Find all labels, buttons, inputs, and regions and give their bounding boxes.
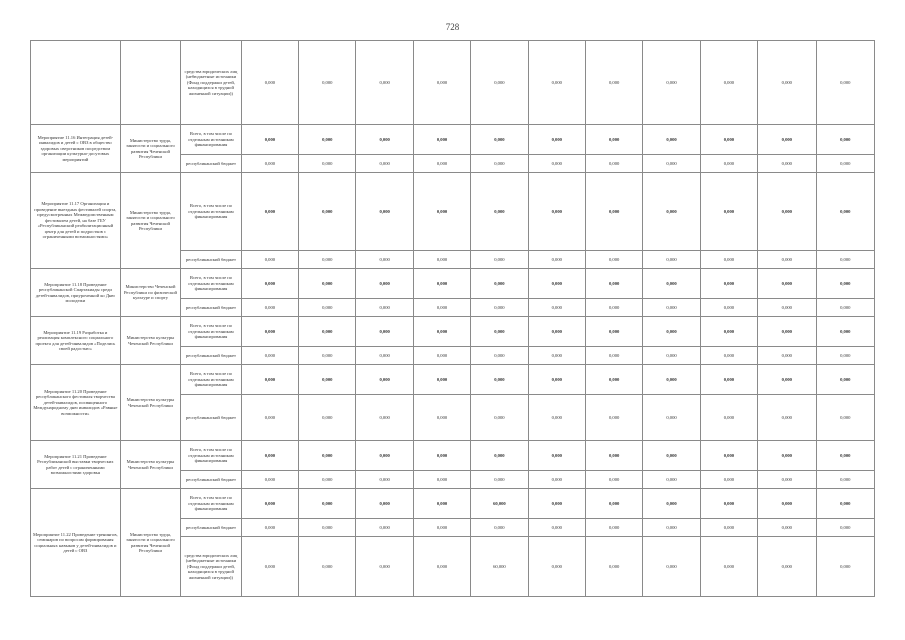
- amount-cell: 0,000: [758, 269, 816, 299]
- amount-cell: 0,000: [241, 155, 298, 173]
- amount-cell: 0,000: [758, 125, 816, 155]
- amount-cell: 0,000: [528, 365, 585, 395]
- amount-cell: 0,000: [299, 365, 356, 395]
- amount-cell: 0,000: [471, 441, 528, 471]
- amount-cell: 0,000: [816, 173, 874, 251]
- measure-name-cell: Мероприятие 11.20 Проведение республиканского фестиваля творчества детей-инвалидов, посвященного Международному дню инвалидов «Равные возможности»: [31, 365, 121, 441]
- amount-cell: 0,000: [585, 395, 642, 441]
- amount-cell: 0,000: [700, 365, 757, 395]
- amount-cell: 0,000: [528, 395, 585, 441]
- amount-cell: 0,000: [356, 41, 413, 125]
- measure-name-cell: Мероприятие 11.17 Организация и проведение выездных фестивалей спорта, предусмотренных Межведомственным фестивалем детей, на базе ГБУ «Республиканский реабилитационный центр для детей и подростков с ограниченными возможностями»: [31, 173, 121, 269]
- amount-cell: 0,000: [528, 173, 585, 251]
- amount-cell: 0,000: [816, 441, 874, 471]
- amount-cell: 0,000: [643, 537, 700, 597]
- amount-cell: 0,000: [758, 519, 816, 537]
- amount-cell: 60,000: [471, 537, 528, 597]
- amount-cell: 0,000: [413, 125, 470, 155]
- amount-cell: 0,000: [758, 347, 816, 365]
- amount-cell: 0,000: [356, 347, 413, 365]
- funding-source-cell: Всего, в том числе по отдельным источникам финансирования: [181, 365, 242, 395]
- amount-cell: 0,000: [816, 155, 874, 173]
- amount-cell: 0,000: [700, 537, 757, 597]
- amount-cell: 0,000: [299, 489, 356, 519]
- amount-cell: 0,000: [413, 519, 470, 537]
- amount-cell: 0,000: [643, 365, 700, 395]
- amount-cell: 0,000: [585, 125, 642, 155]
- amount-cell: 0,000: [700, 489, 757, 519]
- funding-source-cell: республиканский бюджет: [181, 519, 242, 537]
- amount-cell: 0,000: [413, 395, 470, 441]
- amount-cell: 0,000: [643, 489, 700, 519]
- amount-cell: 0,000: [413, 41, 470, 125]
- amount-cell: 0,000: [299, 41, 356, 125]
- amount-cell: 0,000: [241, 251, 298, 269]
- amount-cell: 0,000: [471, 125, 528, 155]
- amount-cell: 0,000: [700, 347, 757, 365]
- amount-cell: 0,000: [758, 155, 816, 173]
- amount-cell: 0,000: [585, 269, 642, 299]
- amount-cell: 0,000: [241, 441, 298, 471]
- amount-cell: 0,000: [585, 299, 642, 317]
- amount-cell: 0,000: [471, 155, 528, 173]
- funding-source-cell: средства юридических лиц (небюджетные источники (Фонд поддержки детей, находящихся в трудной жизненной ситуации)): [181, 41, 242, 125]
- amount-cell: 0,000: [816, 317, 874, 347]
- amount-cell: 0,000: [299, 441, 356, 471]
- amount-cell: 0,000: [528, 155, 585, 173]
- amount-cell: 0,000: [700, 519, 757, 537]
- measure-name-cell: Мероприятие 11.18 Проведение республиканской Спартакиады среди детей-инвалидов, приуроченной ко Дню молодежи: [31, 269, 121, 317]
- measure-name-cell: Мероприятие 11.22 Проведение тренингов, семинаров по вопросам формирования социальных навыков у детей-инвалидов и детей с ОВЗ: [31, 489, 121, 597]
- funding-source-cell: республиканский бюджет: [181, 251, 242, 269]
- amount-cell: 0,000: [585, 471, 642, 489]
- amount-cell: 0,000: [241, 41, 298, 125]
- executor-cell: Министерство культуры Чеченской Республики: [120, 317, 181, 365]
- amount-cell: 0,000: [816, 41, 874, 125]
- amount-cell: 0,000: [471, 395, 528, 441]
- measure-name-cell: Мероприятие 11.16 Интеграция детей-инвалидов и детей с ОВЗ в общество здоровых сверстников посредством организации культурно-досуговых мероприятий: [31, 125, 121, 173]
- amount-cell: 0,000: [528, 471, 585, 489]
- amount-cell: 0,000: [816, 471, 874, 489]
- amount-cell: 0,000: [356, 173, 413, 251]
- amount-cell: 0,000: [758, 365, 816, 395]
- amount-cell: 0,000: [241, 173, 298, 251]
- amount-cell: 0,000: [241, 537, 298, 597]
- amount-cell: 0,000: [299, 173, 356, 251]
- amount-cell: 0,000: [356, 365, 413, 395]
- amount-cell: 0,000: [816, 347, 874, 365]
- amount-cell: 0,000: [585, 317, 642, 347]
- amount-cell: 0,000: [816, 395, 874, 441]
- amount-cell: 0,000: [528, 299, 585, 317]
- amount-cell: 0,000: [700, 155, 757, 173]
- amount-cell: 0,000: [356, 489, 413, 519]
- amount-cell: 0,000: [241, 125, 298, 155]
- funding-source-cell: республиканский бюджет: [181, 155, 242, 173]
- executor-cell: Министерство труда, занятости и социального развития Чеченской Республики: [120, 173, 181, 269]
- amount-cell: 0,000: [241, 317, 298, 347]
- amount-cell: 0,000: [241, 365, 298, 395]
- amount-cell: 0,000: [643, 395, 700, 441]
- amount-cell: 0,000: [299, 269, 356, 299]
- amount-cell: 0,000: [758, 317, 816, 347]
- funding-source-cell: средства юридических лиц (небюджетные источники (Фонд поддержки детей, находящихся в трудной жизненной ситуации)): [181, 537, 242, 597]
- amount-cell: 0,000: [413, 537, 470, 597]
- funding-source-cell: республиканский бюджет: [181, 471, 242, 489]
- amount-cell: 0,000: [643, 299, 700, 317]
- amount-cell: 0,000: [816, 537, 874, 597]
- amount-cell: 0,000: [816, 269, 874, 299]
- amount-cell: 0,000: [299, 317, 356, 347]
- amount-cell: 0,000: [585, 347, 642, 365]
- amount-cell: 0,000: [356, 441, 413, 471]
- table-row: [31, 365, 875, 395]
- funding-source-cell: Всего, в том числе по отдельным источникам финансирования: [181, 441, 242, 471]
- amount-cell: 0,000: [643, 471, 700, 489]
- amount-cell: 0,000: [356, 471, 413, 489]
- executor-cell: Министерство культуры Чеченской Республики: [120, 441, 181, 489]
- amount-cell: 0,000: [758, 471, 816, 489]
- amount-cell: 0,000: [413, 251, 470, 269]
- amount-cell: 0,000: [758, 395, 816, 441]
- table-row: [31, 125, 875, 155]
- amount-cell: 0,000: [585, 441, 642, 471]
- amount-cell: 0,000: [700, 251, 757, 269]
- table-row: [31, 173, 875, 251]
- amount-cell: 0,000: [643, 519, 700, 537]
- executor-cell: Министерство Чеченской Республики по физической культуре и спорту: [120, 269, 181, 317]
- amount-cell: 0,000: [413, 299, 470, 317]
- amount-cell: 0,000: [643, 347, 700, 365]
- executor-cell: Министерство труда, занятости и социального развития Чеченской Республики: [120, 489, 181, 597]
- amount-cell: 0,000: [356, 395, 413, 441]
- amount-cell: 0,000: [758, 441, 816, 471]
- amount-cell: 0,000: [700, 317, 757, 347]
- amount-cell: 0,000: [356, 317, 413, 347]
- amount-cell: 0,000: [700, 299, 757, 317]
- amount-cell: 0,000: [643, 173, 700, 251]
- table-row: [31, 41, 875, 125]
- amount-cell: 0,000: [585, 173, 642, 251]
- amount-cell: 0,000: [299, 155, 356, 173]
- funding-source-cell: Всего, в том числе по отдельным источникам финансирования: [181, 269, 242, 299]
- amount-cell: 0,000: [299, 299, 356, 317]
- page-number: 728: [445, 22, 460, 32]
- amount-cell: 0,000: [700, 269, 757, 299]
- amount-cell: 0,000: [758, 41, 816, 125]
- amount-cell: 0,000: [241, 519, 298, 537]
- amount-cell: 0,000: [816, 365, 874, 395]
- amount-cell: 0,000: [471, 251, 528, 269]
- amount-cell: 0,000: [528, 317, 585, 347]
- amount-cell: 0,000: [758, 251, 816, 269]
- amount-cell: 0,000: [700, 41, 757, 125]
- amount-cell: 0,000: [528, 251, 585, 269]
- amount-cell: 0,000: [471, 471, 528, 489]
- amount-cell: 0,000: [241, 269, 298, 299]
- amount-cell: 0,000: [413, 155, 470, 173]
- amount-cell: 0,000: [700, 395, 757, 441]
- amount-cell: 0,000: [528, 519, 585, 537]
- amount-cell: 0,000: [471, 519, 528, 537]
- amount-cell: 0,000: [528, 441, 585, 471]
- funding-source-cell: Всего, в том числе по отдельным источникам финансирования: [181, 125, 242, 155]
- amount-cell: 0,000: [356, 251, 413, 269]
- amount-cell: 0,000: [356, 537, 413, 597]
- amount-cell: 0,000: [700, 441, 757, 471]
- amount-cell: 0,000: [816, 489, 874, 519]
- amount-cell: 0,000: [643, 441, 700, 471]
- funding-source-cell: республиканский бюджет: [181, 299, 242, 317]
- amount-cell: 0,000: [241, 347, 298, 365]
- amount-cell: 0,000: [758, 173, 816, 251]
- executor-cell: Министерство культуры Чеченской Республики: [120, 365, 181, 441]
- table-row: [31, 317, 875, 347]
- executor-cell: Министерство труда, занятости и социального развития Чеченской Республики: [120, 125, 181, 173]
- amount-cell: 0,000: [528, 347, 585, 365]
- amount-cell: 0,000: [241, 489, 298, 519]
- amount-cell: 0,000: [758, 489, 816, 519]
- amount-cell: 0,000: [585, 519, 642, 537]
- amount-cell: 0,000: [585, 489, 642, 519]
- amount-cell: 0,000: [700, 471, 757, 489]
- table-row: [31, 269, 875, 299]
- amount-cell: 0,000: [356, 155, 413, 173]
- amount-cell: 0,000: [816, 299, 874, 317]
- amount-cell: 0,000: [413, 317, 470, 347]
- amount-cell: 0,000: [816, 519, 874, 537]
- amount-cell: 0,000: [471, 173, 528, 251]
- amount-cell: 0,000: [356, 269, 413, 299]
- amount-cell: 0,000: [299, 251, 356, 269]
- budget-table: [30, 40, 875, 597]
- amount-cell: 0,000: [528, 537, 585, 597]
- amount-cell: 0,000: [413, 173, 470, 251]
- amount-cell: 0,000: [471, 365, 528, 395]
- funding-source-cell: Всего, в том числе по отдельным источникам финансирования: [181, 173, 242, 251]
- amount-cell: 0,000: [700, 173, 757, 251]
- amount-cell: 0,000: [643, 251, 700, 269]
- amount-cell: 0,000: [643, 125, 700, 155]
- amount-cell: 0,000: [471, 347, 528, 365]
- amount-cell: 0,000: [299, 347, 356, 365]
- amount-cell: 60,000: [471, 489, 528, 519]
- amount-cell: 0,000: [471, 269, 528, 299]
- amount-cell: 0,000: [643, 269, 700, 299]
- amount-cell: 0,000: [700, 125, 757, 155]
- executor-cell: [120, 41, 181, 125]
- amount-cell: 0,000: [356, 299, 413, 317]
- amount-cell: 0,000: [299, 519, 356, 537]
- amount-cell: 0,000: [816, 125, 874, 155]
- amount-cell: 0,000: [241, 471, 298, 489]
- amount-cell: 0,000: [585, 365, 642, 395]
- amount-cell: 0,000: [356, 125, 413, 155]
- amount-cell: 0,000: [299, 125, 356, 155]
- amount-cell: 0,000: [585, 155, 642, 173]
- amount-cell: 0,000: [758, 537, 816, 597]
- amount-cell: 0,000: [585, 251, 642, 269]
- amount-cell: 0,000: [528, 269, 585, 299]
- amount-cell: 0,000: [585, 41, 642, 125]
- amount-cell: 0,000: [413, 441, 470, 471]
- amount-cell: 0,000: [299, 395, 356, 441]
- amount-cell: 0,000: [299, 537, 356, 597]
- amount-cell: 0,000: [528, 41, 585, 125]
- amount-cell: 0,000: [471, 41, 528, 125]
- amount-cell: 0,000: [528, 125, 585, 155]
- amount-cell: 0,000: [413, 269, 470, 299]
- measure-name-cell: Мероприятие 11.21 Проведение Республиканской выставки творческих работ детей с ограниченными возможностями здоровья: [31, 441, 121, 489]
- funding-source-cell: Всего, в том числе по отдельным источникам финансирования: [181, 317, 242, 347]
- amount-cell: 0,000: [643, 41, 700, 125]
- amount-cell: 0,000: [471, 299, 528, 317]
- budget-table-body: [31, 41, 875, 597]
- table-row: [31, 489, 875, 519]
- amount-cell: 0,000: [356, 519, 413, 537]
- amount-cell: 0,000: [643, 155, 700, 173]
- amount-cell: 0,000: [816, 251, 874, 269]
- measure-name-cell: [31, 41, 121, 125]
- funding-source-cell: республиканский бюджет: [181, 347, 242, 365]
- amount-cell: 0,000: [413, 489, 470, 519]
- amount-cell: 0,000: [413, 365, 470, 395]
- amount-cell: 0,000: [585, 537, 642, 597]
- amount-cell: 0,000: [413, 347, 470, 365]
- table-row: [31, 441, 875, 471]
- amount-cell: 0,000: [299, 471, 356, 489]
- funding-source-cell: Всего, в том числе по отдельным источникам финансирования: [181, 489, 242, 519]
- amount-cell: 0,000: [241, 299, 298, 317]
- funding-source-cell: республиканский бюджет: [181, 395, 242, 441]
- amount-cell: 0,000: [758, 299, 816, 317]
- amount-cell: 0,000: [528, 489, 585, 519]
- amount-cell: 0,000: [241, 395, 298, 441]
- measure-name-cell: Мероприятие 11.19 Разработка и реализация комплексного социального проекта для детей-инвалидов «Поделись своей радостью»: [31, 317, 121, 365]
- amount-cell: 0,000: [413, 471, 470, 489]
- amount-cell: 0,000: [471, 317, 528, 347]
- amount-cell: 0,000: [643, 317, 700, 347]
